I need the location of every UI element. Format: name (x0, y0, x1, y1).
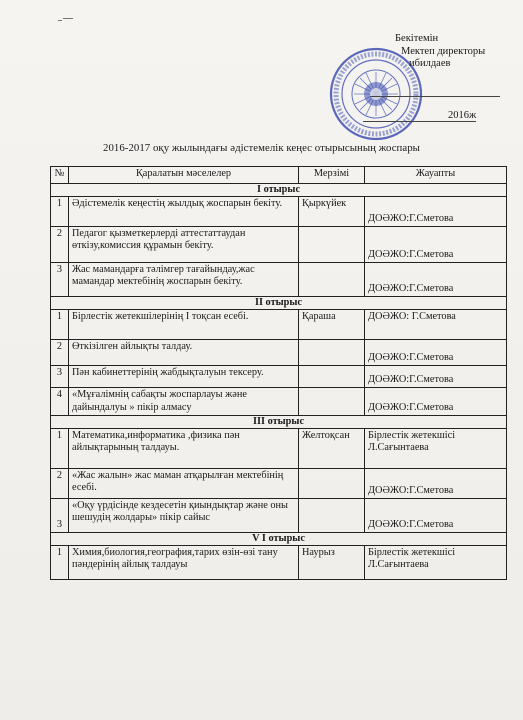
section-title: II отырыс (51, 297, 507, 310)
row-number: 1 (51, 546, 69, 580)
table-row (51, 469, 507, 499)
table-row (51, 340, 507, 366)
section-header-row (51, 533, 507, 546)
row-number: 2 (51, 227, 69, 263)
table-row (51, 366, 507, 388)
table-row (51, 263, 507, 297)
row-term (299, 227, 365, 263)
table-row (51, 227, 507, 263)
row-issue: Жас мамандарға тәлімгер тағайындау,жас мамандар мектебінің жоспарын бекіту. (69, 263, 299, 297)
row-issue: Химия,биология,география,тарих өзін-өзі тану пәндерінің айлық талдауы (69, 546, 299, 580)
row-responsible: ДОӘЖО:Г.Сметова (365, 388, 507, 415)
row-number: 2 (51, 469, 69, 499)
table-body (51, 184, 507, 580)
header-term: Мерзімі (299, 167, 365, 184)
table-row (51, 310, 507, 340)
row-term: Желтоқсан (299, 429, 365, 469)
row-issue: «Жас жалын» жас маман атқарылған мектебінің есебі. (69, 469, 299, 499)
row-responsible: Бірлестік жетекшісі Л.Сағынтаева (365, 429, 507, 469)
row-issue: Пән кабинеттерінің жабдықталуын тексеру. (69, 366, 299, 388)
row-issue: Бірлестік жетекшілерінің I тоқсан есебі. (69, 310, 299, 340)
approval-date: 2016ж (448, 110, 477, 121)
row-issue: Математика,информатика ,физика пән айлықтарының талдауы. (69, 429, 299, 469)
row-term (299, 499, 365, 533)
approval-line-1: Бекітемін (395, 33, 439, 44)
row-responsible: ДОӘЖО: Г.Сметова (365, 310, 507, 340)
section-header-row (51, 297, 507, 310)
document-title: 2016-2017 оқу жылындағы әдістемелік кеңес отырысының жоспары (103, 142, 420, 154)
section-header-row (51, 184, 507, 197)
row-issue: Әдістемелік кеңестің жылдық жоспарын бекіту. (69, 197, 299, 227)
row-responsible: ДОӘЖО:Г.Сметова (365, 263, 507, 297)
row-issue: «Оқу үрдісінде кездесетін қиындықтар және оны шешудің жолдары» пікір сайыс (69, 499, 299, 533)
row-responsible: ДОӘЖО:Г.Сметова (365, 227, 507, 263)
section-title: III отырыс (51, 415, 507, 428)
row-issue: «Мұғалімнің сабақты жоспарлауы және дайындалуы » пікір алмасу (69, 388, 299, 415)
header-issue: Қаралатын мәселелер (69, 167, 299, 184)
date-line (363, 121, 476, 122)
row-number: 3 (51, 499, 69, 533)
scan-mark (63, 18, 73, 19)
section-header-row (51, 415, 507, 428)
table-row (51, 197, 507, 227)
row-issue: Өткізілген айлықты талдау. (69, 340, 299, 366)
row-responsible: ДОӘЖО:Г.Сметова (365, 469, 507, 499)
row-term: Наурыз (299, 546, 365, 580)
plan-table (50, 166, 507, 580)
row-number: 1 (51, 429, 69, 469)
row-term (299, 340, 365, 366)
row-number: 1 (51, 310, 69, 340)
row-responsible: ДОӘЖО:Г.Сметова (365, 197, 507, 227)
table-row (51, 499, 507, 533)
approval-line-2: Мектеп директоры (401, 45, 486, 57)
section-title: I отырыс (51, 184, 507, 197)
row-number: 2 (51, 340, 69, 366)
row-term (299, 263, 365, 297)
row-term (299, 388, 365, 415)
row-term (299, 469, 365, 499)
header-responsible: Жауапты (365, 167, 507, 184)
table-row (51, 546, 507, 580)
approval-block (395, 33, 515, 71)
row-responsible: ДОӘЖО:Г.Сметова (365, 499, 507, 533)
table-row (51, 388, 507, 415)
scan-mark (58, 20, 62, 21)
table-row (51, 429, 507, 469)
row-number: 3 (51, 263, 69, 297)
table-header-row (51, 167, 507, 184)
section-title: V I отырыс (51, 533, 507, 546)
signature-line (370, 96, 500, 97)
row-term: Қыркүйек (299, 197, 365, 227)
row-responsible: ДОӘЖО:Г.Сметова (365, 366, 507, 388)
row-issue: Педагог қызметкерлерді аттестаттаудан өткізу,комиссия құрамын бекіту. (69, 227, 299, 263)
row-number: 1 (51, 197, 69, 227)
approval-line-3: ибилдаев (409, 58, 451, 69)
row-responsible: Бірлестік жетекшісі Л.Сағынтаева (365, 546, 507, 580)
row-number: 4 (51, 388, 69, 415)
row-term: Қараша (299, 310, 365, 340)
row-responsible: ДОӘЖО:Г.Сметова (365, 340, 507, 366)
row-number: 3 (51, 366, 69, 388)
header-number: № (51, 167, 69, 184)
row-term (299, 366, 365, 388)
